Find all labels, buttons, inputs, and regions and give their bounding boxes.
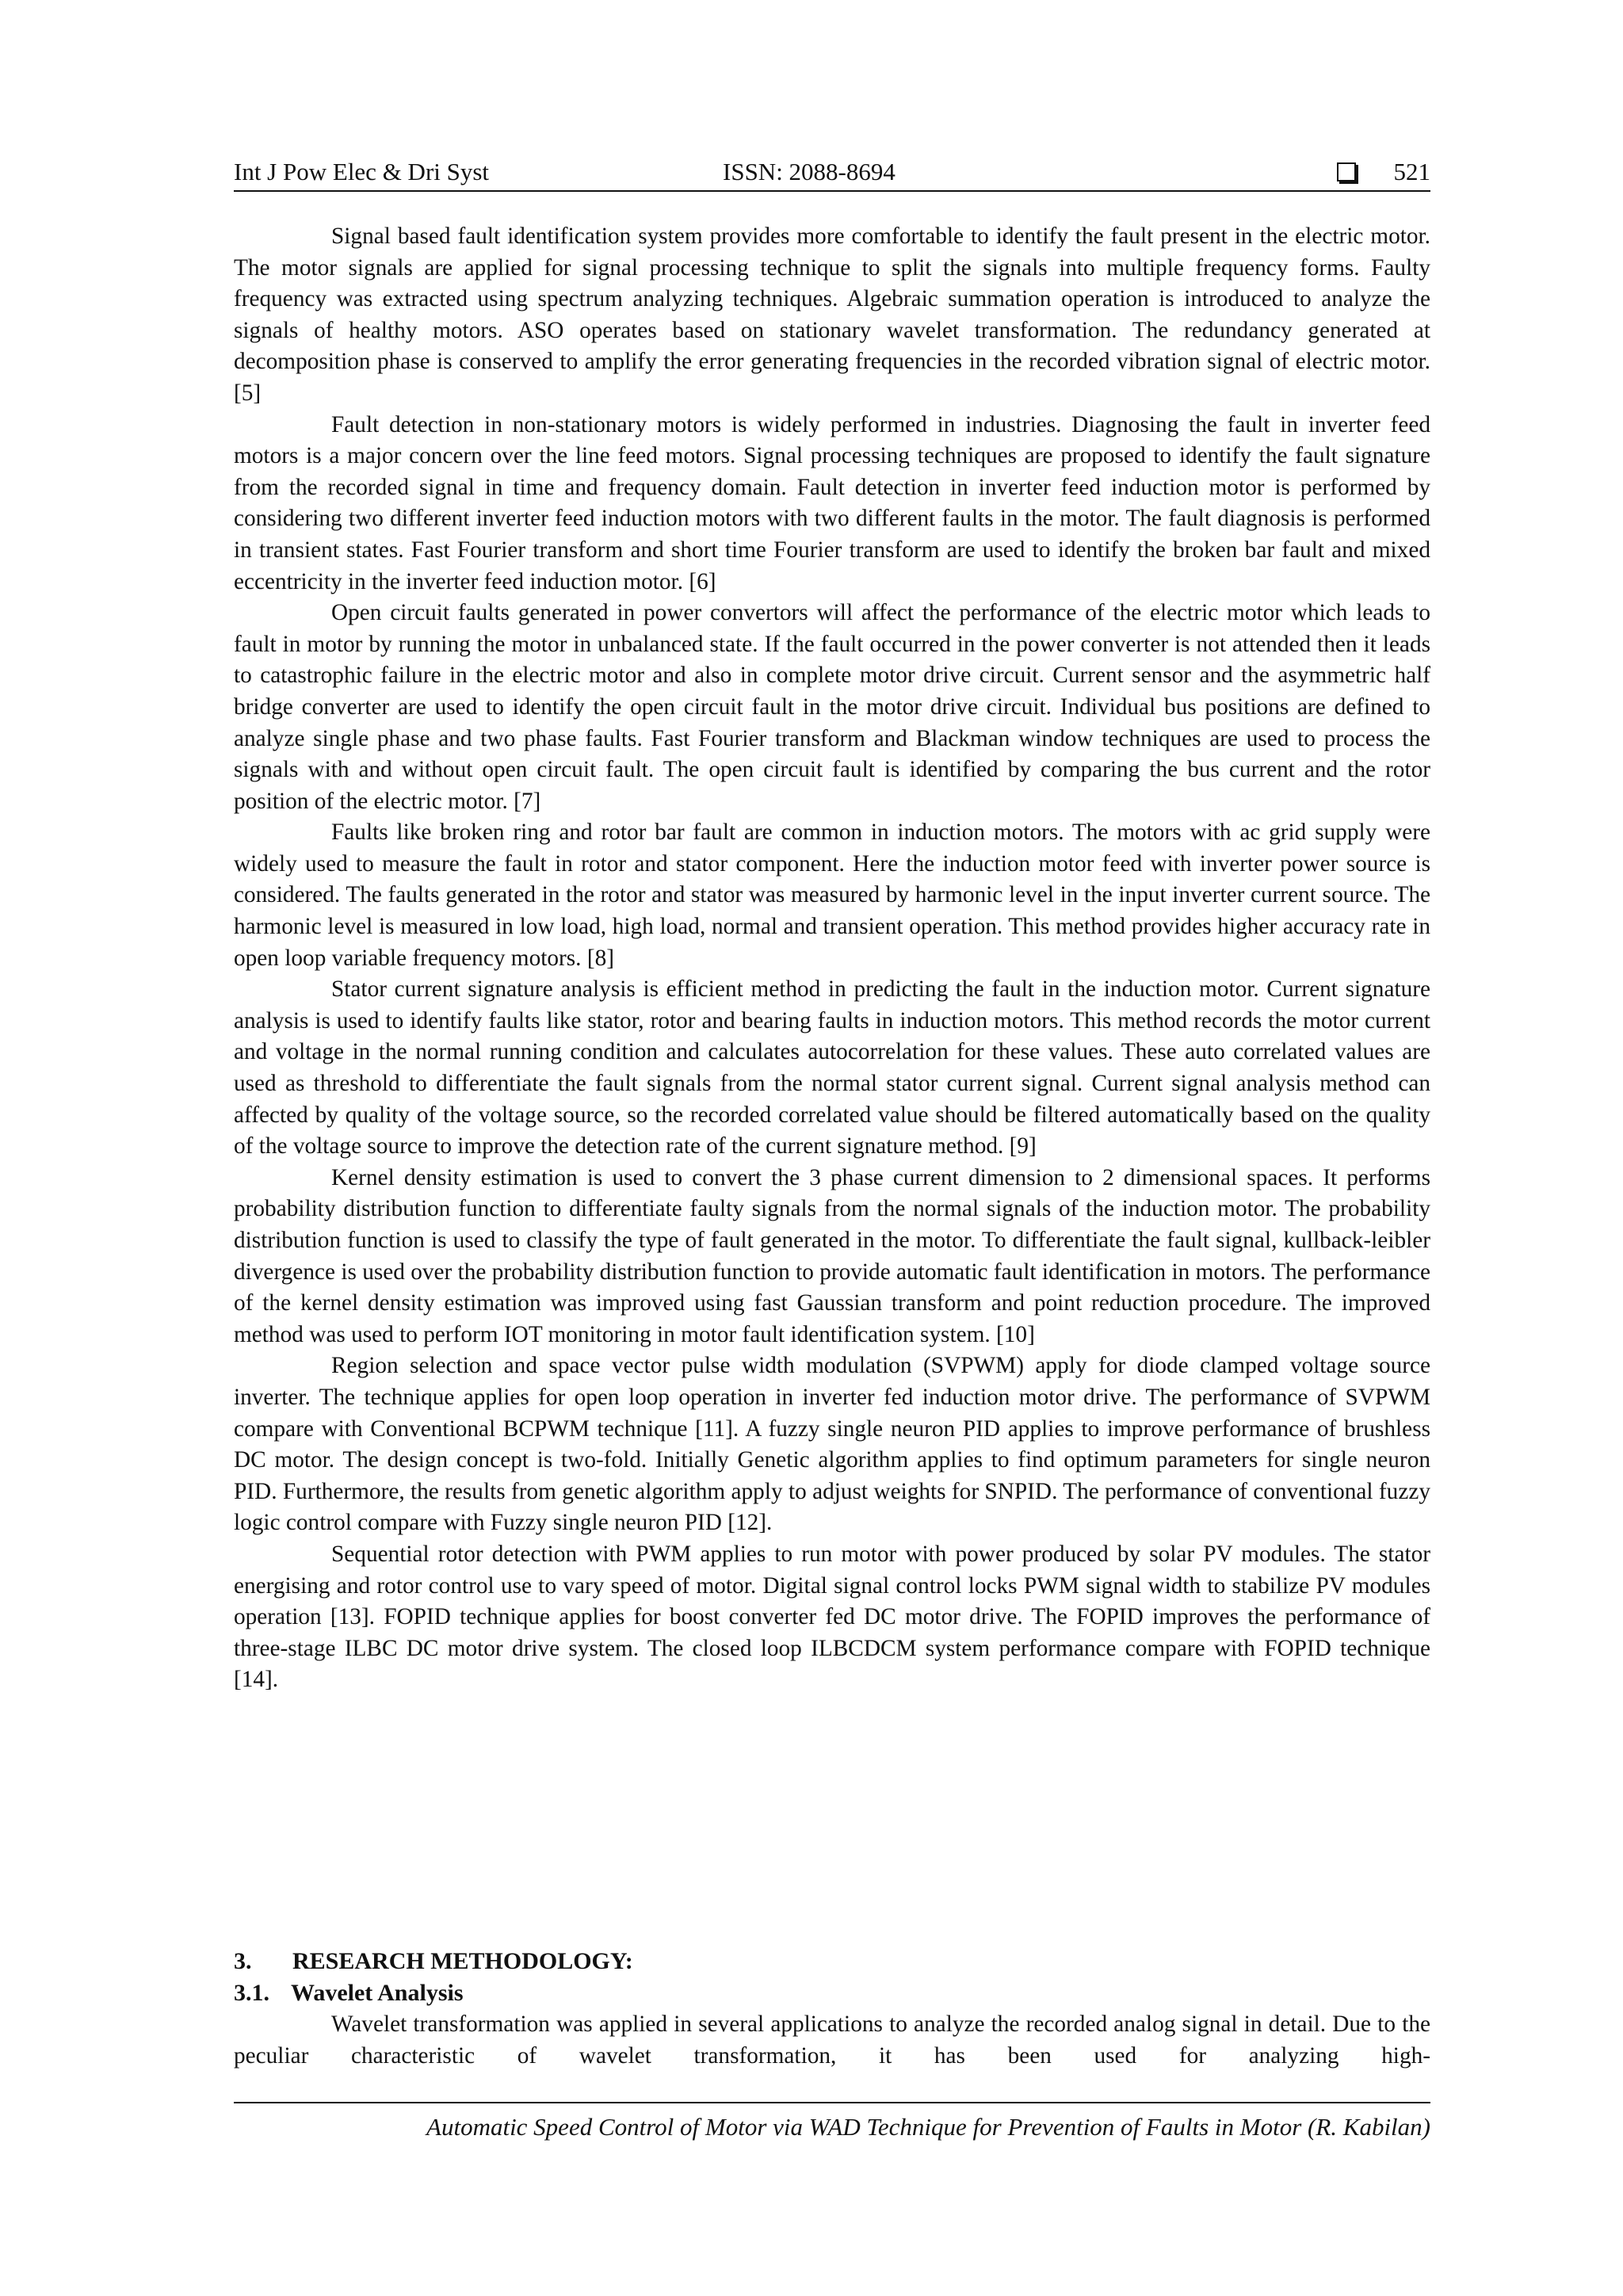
square-bullet-icon	[1337, 162, 1356, 181]
paragraph: Sequential rotor detection with PWM applies to run motor with power produced by solar PV modules. The stator energising and rotor control use to vary speed of motor. Digital signal control locks PWM signal width to stabilize PV modules operation [13]. FOPID technique applies for boost converter fed DC motor drive. The FOPID improves the performance of three-stage ILBC DC motor drive system. The closed loop ILBCDCM system performance compare with FOPID technique [14].	[234, 1541, 1430, 1693]
subsection-heading	[234, 1977, 1430, 2009]
running-header	[234, 155, 1430, 189]
footer-rule	[234, 2102, 1430, 2103]
section-body-text	[234, 2009, 1430, 2072]
paragraph: Kernel density estimation is used to convert the 3 phase current dimension to 2 dimensional spaces. It performs probability distribution function to differentiate faulty signals from the normal signals of the induction motor. The probability distribution function is used to classify the type of fault generated in the motor. To differentiate the fault signal, kullback-leibler divergence is used over the probability distribution function to provide automatic fault identification in motors. The performance of the kernel density estimation was improved using fast Gaussian transform and point reduction procedure. The improved method was used to perform IOT monitoring in motor fault identification system. [10]	[234, 1164, 1430, 1347]
issn: ISSN: 2088-8694	[723, 158, 896, 185]
body-text	[234, 221, 1430, 1696]
page-number: 521	[1393, 158, 1430, 185]
paragraph: Signal based fault identification system provides more comfortable to identify the fault present in the electric motor. The motor signals are applied for signal processing technique to split the signals into multiple frequency forms. Faulty frequency was extracted using spectrum analyzing techniques. Algebraic summation operation is introduced to analyze the signals of healthy motors. ASO operates based on stationary wavelet transformation. The redundancy generated at decomposition phase is conserved to amplify the error generating frequencies in the recorded vibration signal of electric motor. [5]	[234, 223, 1430, 406]
paragraph: Stator current signature analysis is efficient method in predicting the fault in the induction motor. Current signature analysis is used to identify faults like stator, rotor and bearing faults in induction motors. This method records the motor current and voltage in the normal running condition and calculates autocorrelation for these values. These auto correlated values are used as threshold to differentiate the fault signals from the normal stator current signal. Current signal analysis method can affected by quality of the voltage source, so the recorded correlated value should be filtered automatically based on the quality of the voltage source to improve the detection rate of the current signature method. [9]	[234, 976, 1430, 1159]
paragraph: Wavelet transformation was applied in several applications to analyze the recorded analog signal in detail. Due to the peculiar characteristic of wavelet transformation, it has been used for analyzing high-	[234, 2011, 1430, 2069]
journal-page	[234, 0, 1430, 2296]
paragraph: Region selection and space vector pulse width modulation (SVPWM) apply for diode clamped voltage source inverter. The technique applies for open loop operation in inverter fed induction motor drive. The performance of SVPWM compare with Conventional BCPWM technique [11]. A fuzzy single neuron PID applies to improve performance of brushless DC motor. The design concept is two-fold. Initially Genetic algorithm applies to find optimum parameters for single neuron PID. Furthermore, the results from genetic algorithm apply to adjust weights for SNPID. The performance of conventional fuzzy logic control compare with Fuzzy single neuron PID [12].	[234, 1353, 1430, 1536]
subsection-number: 3.1.	[234, 1980, 269, 2006]
header-rule	[234, 190, 1430, 192]
paragraph: Fault detection in non-stationary motors is widely performed in industries. Diagnosing the fault in inverter feed motors is a major concern over the line feed motors. Signal processing techniques are proposed to identify the fault signature from the recorded signal in time and frequency domain. Fault detection in inverter feed induction motor is performed by considering two different inverter feed induction motors with two different faults in the motor. The fault diagnosis is performed in transient states. Fast Fourier transform and short time Fourier transform are used to identify the broken bar fault and mixed eccentricity in the inverter feed induction motor. [6]	[234, 411, 1430, 594]
section-title: RESEARCH METHODOLOGY:	[292, 1948, 633, 1974]
journal-name: Int J Pow Elec & Dri Syst	[234, 158, 490, 185]
section-heading	[234, 1946, 1430, 1977]
section-number: 3.	[234, 1948, 252, 1974]
subsection-title: Wavelet Analysis	[291, 1980, 464, 2006]
running-footer: Automatic Speed Control of Motor via WAD Technique for Prevention of Faults in Motor (R. Kabilan)	[426, 2113, 1430, 2141]
paragraph: Faults like broken ring and rotor bar fault are common in induction motors. The motors with ac grid supply were widely used to measure the fault in rotor and stator component. Here the induction motor feed with inverter power source is considered. The faults generated in the rotor and stator was measured by harmonic level in the input inverter current source. The harmonic level is measured in low load, high load, normal and transient operation. This method provides higher accuracy rate in open loop variable frequency motors. [8]	[234, 819, 1430, 971]
paragraph: Open circuit faults generated in power convertors will affect the performance of the electric motor which leads to fault in motor by running the motor in unbalanced state. If the fault occurred in the power converter is not attended then it leads to catastrophic failure in the electric motor and also in complete motor drive circuit. Current sensor and the asymmetric half bridge converter are used to identify the open circuit fault in the motor drive circuit. Individual bus positions are defined to analyze single phase and two phase faults. Fast Fourier transform and Blackman window techniques are used to process the signals with and without open circuit fault. The open circuit fault is identified by comparing the bus current and the rotor position of the electric motor. [7]	[234, 600, 1430, 814]
